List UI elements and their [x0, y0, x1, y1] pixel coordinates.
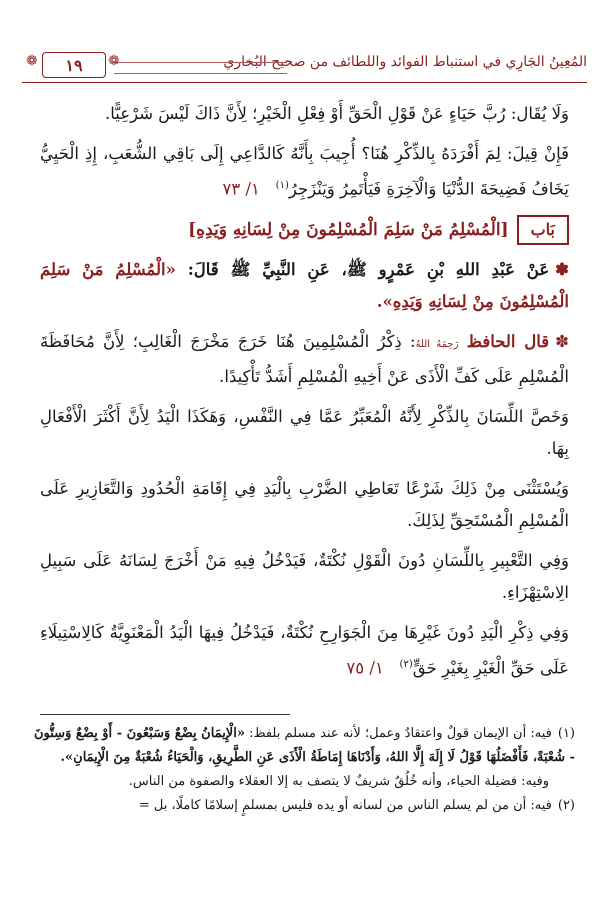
- hafiz-label: قال الحافظ: [466, 331, 550, 351]
- paragraph: [40, 138, 569, 206]
- page-number: ١٩: [65, 55, 83, 75]
- paragraph: [40, 98, 569, 130]
- paragraph: [40, 473, 569, 537]
- main-text: [40, 98, 569, 692]
- hadith-narrator: عَنْ عَبْدِ اللهِ بْنِ عَمْرٍو ﷺ، عَنِ النَّبِيِّ ﷺ قَالَ:: [187, 259, 550, 279]
- hadith-text: [40, 254, 569, 318]
- chapter-heading: [40, 214, 569, 246]
- footnote-number: (٢): [557, 798, 575, 813]
- footnote-marker[interactable]: (١): [275, 180, 289, 191]
- footnote-quote: «الْإِيمَانُ بِضْعٌ وَسَبْعُونَ - أَوْ بِضْعٌ وَسِتُّونَ - شُعْبَةً، فَأَفْضَلُهَا قَوْلُ لَا إِلَهَ إِلَّا اللهُ، وَأَدْنَاهَا إِمَاطَةُ الْأَذَى عَنِ الطَّرِيقِ، وَالْحَيَاءُ شُعْبَةٌ مِنَ الْإِيمَانِ».: [34, 726, 575, 765]
- chapter-title: [الْمُسْلِمُ مَنْ سَلِمَ الْمُسْلِمُونَ مِنْ لِسَانِهِ وَيَدِهِ]: [188, 219, 509, 240]
- footnote-1-continuation: [34, 770, 575, 794]
- header-ornament: [114, 62, 287, 74]
- paragraph-text: وَخَصَّ اللِّسَانَ بِالذِّكْرِ لِأَنَّهُ الْمُعَبِّرُ عَمَّا فِي النَّفْسِ، وَهَكَذَا الْيَدُ لِأَنَّ أَكْثَرَ الْأَفْعَالِ بِهَا.: [40, 406, 569, 458]
- paragraph-text: وَلَا يُقَال: رُبَّ حَيَاءٍ عَنْ قَوْلِ الْحَقِّ أَوْ فِعْلِ الْخَيْرِ؛ لِأَنَّ ذَاكَ لَيْسَ شَرْعِيًّا.: [105, 104, 569, 123]
- honorific: رَحِمَهُ اللهُ: [415, 338, 459, 350]
- page-number-badge: [42, 52, 106, 78]
- footnotes: [34, 722, 575, 818]
- paragraph-text: فَإِنْ قِيلَ: لِمَ أَفْرَدَهُ بِالذِّكْرِ هُنَا؟ أُجِيبَ بِأَنَّهُ كَالدَّاعِي إِلَى بَاقِي الشُّعَبِ، إِذِ الْحَيِيُّ يَخَافُ فَضِيحَةَ الدُّنْيَا وَالْآخِرَةِ فَيَأْتَمِرُ وَيَنْزَجِرُ: [40, 144, 569, 199]
- footnote-text: فيه: أن الإيمان قولٌ واعتقادٌ وعمل؛ لأنه عند مسلم بلفظ:: [249, 726, 552, 741]
- ornament-icon: ❁: [108, 53, 120, 69]
- paragraph-text: وَيُسْتَثْنَى مِنْ ذَلِكَ شَرْعًا تَعَاطِي الضَّرْبِ بِالْيَدِ فِي إِقَامَةِ الْحُدُودِ وَالتَّعَازِيرِ عَلَى الْمُسْلِمِ الْمُسْتَحِقِّ لِذَلِكَ.: [40, 478, 569, 530]
- star-icon: ✽: [555, 331, 569, 351]
- header-rule: [22, 82, 587, 83]
- paragraph: [40, 326, 569, 393]
- footnote-text: وفيه: فضيلة الحياء، وأنه خُلُقٌ شريفٌ لا يتصف به إلا العقلاء والصفوة من الناس.: [128, 774, 549, 789]
- footnote-2: [34, 794, 575, 818]
- chapter-label-box: بَاب: [517, 215, 569, 245]
- footnote-1: [34, 722, 575, 770]
- paragraph: [40, 401, 569, 465]
- footnote-text: فيه: أن من لم يسلم الناس من لسانه أو يده فليس بمسلمٍ إسلامًا كاملًا، بل =: [138, 798, 552, 813]
- volume-page-reference: ١/ ٧٣: [222, 179, 260, 199]
- paragraph-text: : ذِكْرُ الْمُسْلِمِينَ هُنَا خَرَجَ مَخْرَجَ الْغَالِبِ؛ لِأَنَّ مُحَافَظَةَ الْمُسْلِمِ عَلَى كَفِّ الْأَذَى عَنْ أَخِيهِ الْمُسْلِمِ أَشَدُّ تَأْكِيدًا.: [40, 331, 569, 386]
- ornament-icon: ❁: [26, 53, 38, 69]
- footnote-separator: [40, 714, 290, 715]
- paragraph: [40, 545, 569, 609]
- footnote-marker[interactable]: (٢): [399, 658, 413, 670]
- paragraph: [40, 617, 569, 685]
- page-header: [22, 50, 587, 86]
- paragraph-text: وَفِي التَّعْبِيرِ بِاللِّسَانِ دُونَ الْقَوْلِ نُكْتَةٌ، فَيَدْخُلُ فِيهِ مَنْ أَخْرَجَ لِسَانَهُ عَلَى سَبِيلِ الِاسْتِهْزَاءِ.: [40, 550, 569, 602]
- hadith-matn: «الْمُسْلِمُ مَنْ سَلِمَ الْمُسْلِمُونَ مِنْ لِسَانِهِ وَيَدِهِ».: [40, 259, 569, 311]
- footnote-number: (١): [557, 726, 575, 741]
- volume-page-reference: ١/ ٧٥: [346, 658, 384, 677]
- star-icon: ✽: [555, 259, 569, 279]
- paragraph-text: وَفِي ذِكْرِ الْيَدِ دُونَ غَيْرِهَا مِنَ الْجَوَارِحِ نُكْتَةٌ، فَيَدْخُلُ فِيهَا الْيَدُ الْمَعْنَوِيَّةُ كَالِاسْتِيلَاءِ عَلَى حَقِّ الْغَيْرِ بِغَيْرِ حَقٍّ: [40, 622, 569, 677]
- running-title: المُعِينُ الجَارِي في استنباط الفوائد واللطائف من صحيح البُخاري: [223, 54, 587, 70]
